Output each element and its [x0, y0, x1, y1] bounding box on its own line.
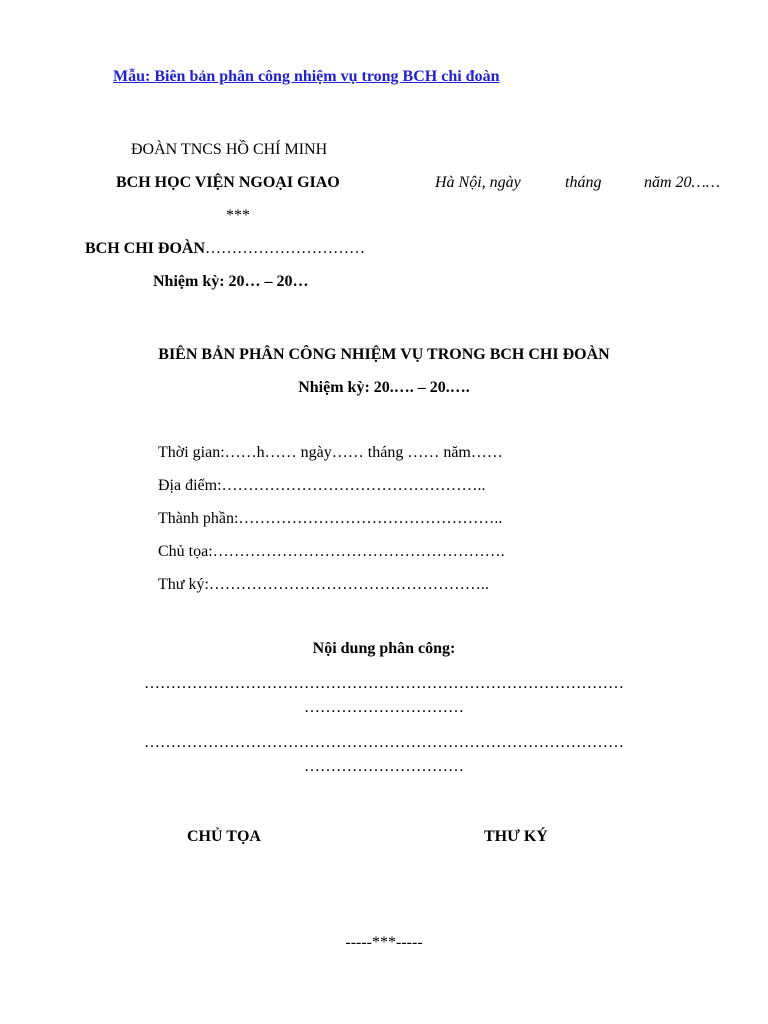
template-title-link[interactable]: Mẫu: Biên bản phân công nhiệm vụ trong BCH chi đoàn: [113, 68, 500, 85]
branch-label: BCH CHI ĐOÀN: [85, 240, 206, 257]
document-title: BIÊN BẢN PHÂN CÔNG NHIỆM VỤ TRONG BCH CHI ĐOÀN: [158, 346, 610, 363]
content-line-4: …………………………: [304, 758, 464, 775]
content-line-2: …………………………: [304, 699, 464, 716]
branch-dots: …………………………: [205, 240, 366, 257]
field-time: Thời gian:……h…… ngày…… tháng …… năm……: [158, 444, 503, 461]
branch-line: [85, 239, 365, 259]
field-participants: Thành phần:…………………………………………..: [158, 510, 503, 527]
signature-secretary: THƯ KÝ: [484, 828, 548, 845]
unit-name: BCH HỌC VIỆN NGOẠI GIAO: [116, 174, 340, 191]
date-year: năm 20……: [644, 174, 721, 191]
header-term: Nhiệm kỳ: 20… – 20…: [153, 273, 309, 290]
signature-chair: CHỦ TỌA: [187, 828, 261, 845]
date-month: tháng: [565, 174, 602, 191]
content-line-3: ………………………………………………………………………………: [144, 734, 624, 751]
document-term: Nhiệm kỳ: 20.…. – 20.….: [298, 379, 470, 396]
field-chair: Chủ tọa:……………………………………………….: [158, 543, 505, 560]
content-line-1: ………………………………………………………………………………: [144, 675, 624, 692]
org-name: ĐOÀN TNCS HỒ CHÍ MINH: [131, 141, 328, 158]
footer-mark: -----***-----: [345, 934, 423, 951]
header-stars: ***: [226, 207, 250, 224]
field-secretary: Thư ký:……………………………………………..: [158, 576, 489, 593]
content-heading: Nội dung phân công:: [312, 640, 456, 657]
field-location: Địa điểm:…………………………………………..: [158, 477, 486, 494]
date-place-day: Hà Nội, ngày: [435, 174, 521, 191]
